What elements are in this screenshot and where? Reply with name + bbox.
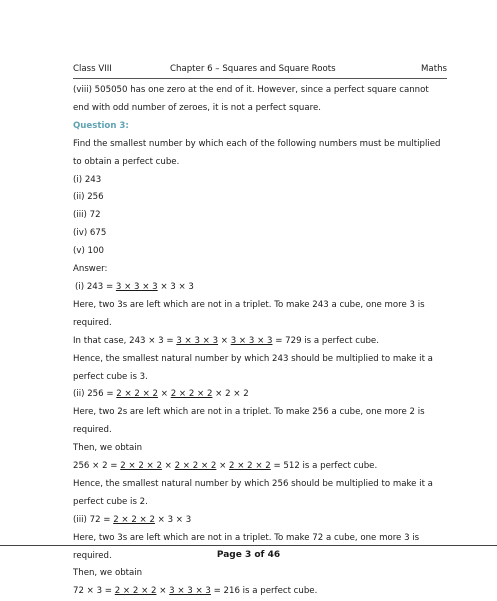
equation-text: × [161, 461, 175, 472]
paragraph-line: Hence, the smallest natural number by which 243 should be multiplied to make it a [73, 353, 433, 364]
equation-text: (iii) 72 = [73, 514, 114, 525]
chapter-title: Chapter 6 – Squares and Square Roots [170, 64, 336, 74]
triplet-group: 2 × 2 × 2 [113, 514, 155, 525]
factorization-line [73, 458, 447, 476]
triplet-group: 3 × 3 × 3 [115, 281, 158, 292]
option-item: (i) 243 [73, 174, 102, 185]
equation-text: 72 × 3 = [73, 586, 115, 597]
footer-divider [0, 545, 497, 546]
paragraph-line: Then, we obtain [73, 443, 143, 454]
equation-text: 256 × 2 = [73, 461, 121, 472]
triplet-group: 3 × 3 × 3 [176, 335, 219, 346]
triplet-group: 3 × 3 × 3 [169, 586, 211, 597]
triplet-group: 2 × 2 × 2 [120, 461, 162, 472]
document-body [73, 82, 447, 601]
equation-text: = 216 is a perfect cube. [210, 586, 318, 597]
equation-text: × 2 × 2 [212, 389, 249, 400]
paragraph-line: required. [73, 550, 112, 561]
equation-text: × [218, 335, 231, 346]
factorization-line [73, 583, 447, 601]
triplet-group: 2 × 2 × 2 [174, 461, 217, 472]
paragraph-line: required. [73, 317, 112, 328]
option-item: (v) 100 [73, 246, 104, 257]
triplet-group: 3 × 3 × 3 [230, 335, 273, 346]
paragraph-line: Here, two 2s are left which are not in a triplet. To make 256 a cube, one more 2 is [73, 407, 425, 418]
paragraph-line: Then, we obtain [73, 568, 143, 579]
page-number: Page 3 of 46 [216, 550, 281, 560]
factorization-line [73, 333, 447, 351]
factorization-line [73, 279, 447, 297]
answer-label: Answer: [73, 264, 108, 275]
paragraph-line: perfect cube is 2. [73, 496, 148, 507]
triplet-group: 2 × 2 × 2 [170, 389, 213, 400]
option-item: (iii) 72 [73, 210, 101, 221]
paragraph-line: perfect cube is 3. [73, 371, 148, 382]
paragraph-line: Hence, the smallest natural number by which 256 should be multiplied to make it a [73, 478, 433, 489]
equation-text: = 512 is a perfect cube. [270, 461, 378, 472]
paragraph-line: end with odd number of zeroes, it is not a perfect square. [73, 102, 322, 113]
subject-label: Maths [421, 64, 447, 74]
equation-text: × [158, 389, 171, 400]
equation-text: = 729 is a perfect cube. [272, 335, 379, 346]
class-label: Class VIII [73, 64, 112, 74]
triplet-group: 2 × 2 × 2 [114, 586, 157, 597]
equation-text: × 3 × 3 [157, 281, 194, 292]
paragraph-line: (viii) 505050 has one zero at the end of it. However, since a perfect square cannot [73, 85, 429, 95]
paragraph-line: Here, two 3s are left which are not in a triplet. To make 243 a cube, one more 3 is [73, 299, 425, 310]
page-header [73, 64, 447, 79]
option-item: (ii) 256 [73, 192, 104, 203]
question-text: Find the smallest number by which each of the following numbers must be multiplied [73, 138, 441, 149]
equation-text: × [216, 461, 230, 472]
option-item: (iv) 675 [73, 228, 107, 239]
equation-text: (ii) 256 = [73, 389, 117, 400]
question-text: to obtain a perfect cube. [73, 156, 180, 167]
paragraph-line: required. [73, 425, 112, 436]
triplet-group: 2 × 2 × 2 [116, 389, 159, 400]
factorization-line [73, 512, 447, 530]
equation-text: In that case, 243 × 3 = [73, 335, 177, 346]
triplet-group: 2 × 2 × 2 [229, 461, 271, 472]
equation-text: (i) 243 = [75, 281, 116, 292]
paragraph-line: Here, two 3s are left which are not in a triplet. To make 72 a cube, one more 3 is [73, 532, 420, 543]
equation-text: × [156, 586, 170, 597]
question-heading: Question 3: [73, 120, 129, 131]
equation-text: × 3 × 3 [154, 514, 192, 525]
factorization-line [73, 386, 447, 404]
